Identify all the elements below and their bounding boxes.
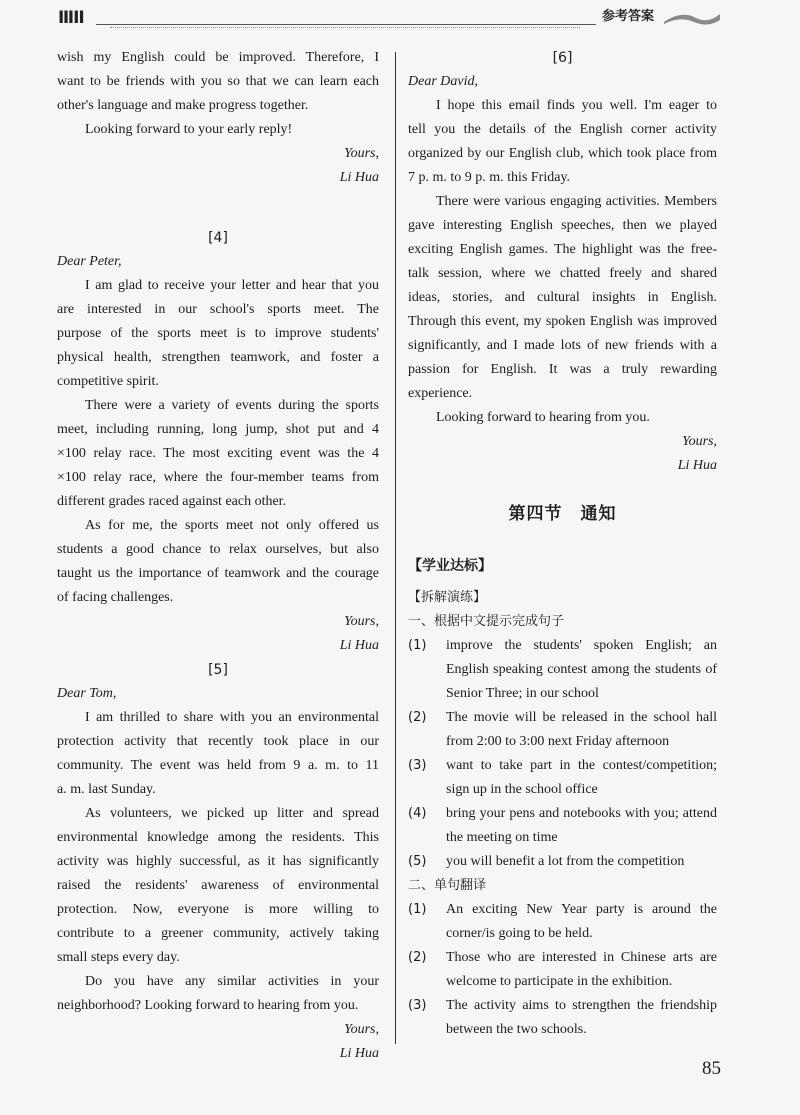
text-line: students a good chance to relax ourselves, but also: [57, 542, 379, 557]
text-line: a. m. last Sunday.: [57, 782, 156, 797]
letter-number: [5]: [208, 662, 228, 678]
text-line: protection activity that recently took place in our: [57, 734, 379, 749]
item-number: (5): [408, 854, 427, 869]
text-line: are interested in our school's sports meet. The: [57, 302, 379, 317]
item-number: (4): [408, 806, 427, 821]
item-number: (3): [408, 998, 427, 1013]
text-line: English speaking contest among the students of: [446, 662, 717, 677]
text-line: environmental knowledge among the residents. This: [57, 830, 379, 845]
page-header: [0, 0, 800, 34]
text-line: sign up in the school office: [446, 782, 598, 797]
subsection-heading: 【拆解演练】: [408, 590, 487, 605]
signoff-name: Li Hua: [339, 1046, 379, 1061]
signoff-name: Li Hua: [339, 170, 379, 185]
left-column: [57, 46, 379, 1066]
paragraph: [57, 394, 379, 514]
text-line: An exciting New Year party is around the: [446, 902, 717, 917]
text-line: competitive spirit.: [57, 374, 159, 389]
paragraph: [408, 190, 717, 406]
header-swoosh-icon: [662, 8, 722, 26]
section-title: 第四节 通知: [508, 504, 617, 524]
text-line: neighborhood? Looking forward to hearing from you.: [57, 998, 359, 1013]
text-line: Do you have any similar activities in your: [85, 974, 379, 989]
part-heading: 一、根据中文提示完成句子: [408, 614, 565, 629]
text-line: Through this event, my spoken English was improved: [408, 314, 717, 329]
letter-salutation: Dear Tom,: [57, 686, 117, 701]
list-item: [408, 898, 717, 946]
text-line: want to be friends with you so that we can learn each: [57, 74, 379, 89]
text-line: The movie will be released in the school hall: [446, 710, 717, 725]
text-line: corner/is going to be held.: [446, 926, 593, 941]
list-item: [408, 850, 717, 874]
text-line: There were a variety of events during the sports: [85, 398, 379, 413]
list-item: [408, 946, 717, 994]
text-line: community. The event was held from 9 a. m. to 11: [57, 758, 379, 773]
text-line: talk session, where we chatted freely and shared: [408, 266, 717, 281]
text-line: other's language and make progress together.: [57, 98, 309, 113]
text-line: The activity aims to strengthen the friendship: [446, 998, 717, 1013]
text-line: Looking forward to your early reply!: [85, 122, 293, 137]
text-line: want to take part in the contest/competition;: [446, 758, 717, 773]
text-line: meet, including running, long jump, shot put and 4: [57, 422, 379, 437]
text-line: raised the residents' awareness of environmental: [57, 878, 379, 893]
list-item: [408, 706, 717, 754]
text-line: contribute to a greener community, actively taking: [57, 926, 379, 941]
signoff-name: Li Hua: [677, 458, 717, 473]
text-line: gave interesting English speeches, then we played: [408, 218, 717, 233]
text-line: experience.: [408, 386, 473, 401]
text-line: physical health, strengthen teamwork, and foster a: [57, 350, 379, 365]
list-item: [408, 634, 717, 706]
text-line: ×100 relay race. The most exciting event was the 4: [57, 446, 379, 461]
paragraph: [57, 514, 379, 610]
text-line: small steps every day.: [57, 950, 180, 965]
text-line: I am glad to receive your letter and hear that you: [85, 278, 379, 293]
item-number: (1): [408, 638, 427, 653]
text-line: I am thrilled to share with you an environmental: [85, 710, 379, 725]
text-line: tell you the details of the English corner activity: [408, 122, 717, 137]
signoff-yours: Yours,: [344, 614, 379, 629]
header-marks: ⅢⅠⅠ: [58, 8, 84, 28]
list-item: [408, 802, 717, 850]
text-line: between the two schools.: [446, 1022, 587, 1037]
paragraph: [57, 802, 379, 970]
paragraph: [57, 274, 379, 394]
text-line: purpose of the sports meet is to improve students': [57, 326, 379, 341]
paragraph: [408, 94, 717, 190]
text-line: organized by our English club, which took place from: [408, 146, 717, 161]
text-line: improve the students' spoken English; an: [446, 638, 717, 653]
text-line: activity was highly successful, as it has significantly: [57, 854, 379, 869]
text-line: Those who are interested in Chinese arts are: [446, 950, 717, 965]
list-item: [408, 754, 717, 802]
text-line: different grades raced against each other.: [57, 494, 287, 509]
signoff-yours: Yours,: [344, 1022, 379, 1037]
text-line: wish my English could be improved. Therefore, I: [57, 50, 379, 65]
text-line: the meeting on time: [446, 830, 558, 845]
text-line: 7 p. m. to 9 p. m. this Friday.: [408, 170, 571, 185]
letter-number: [4]: [208, 230, 228, 246]
text-line: passion for English. It was a truly rewarding: [408, 362, 717, 377]
page-number: 85: [702, 1058, 721, 1079]
text-line: Looking forward to hearing from you.: [436, 410, 650, 425]
item-number: (2): [408, 710, 427, 725]
text-line: protection. Now, everyone is more willing to: [57, 902, 379, 917]
header-rule: [96, 24, 596, 25]
item-number: (3): [408, 758, 427, 773]
text-line: There were various engaging activities. Members: [436, 194, 717, 209]
paragraph: [57, 970, 379, 1018]
text-line: welcome to participate in the exhibition.: [446, 974, 673, 989]
text-line: ×100 relay race, where the four-member teams from: [57, 470, 379, 485]
text-line: taught us the importance of teamwork and the courage: [57, 566, 379, 581]
column-divider: [395, 52, 396, 1044]
item-number: (1): [408, 902, 427, 917]
text-line: As volunteers, we picked up litter and spread: [85, 806, 379, 821]
text-line: ideas, stories, and cultural insights in English.: [408, 290, 717, 305]
text-line: As for me, the sports meet not only offered us: [85, 518, 379, 533]
text-line: exciting English games. The highlight was the free-: [408, 242, 717, 257]
text-line: you will benefit a lot from the competition: [446, 854, 685, 869]
letter-number: [6]: [552, 50, 573, 66]
header-badge: 参考答案: [602, 9, 655, 24]
text-line: bring your pens and notebooks with you; attend: [446, 806, 717, 821]
right-column: [408, 46, 717, 1042]
list-item: [408, 994, 717, 1042]
text-line: I hope this email finds you well. I'm eager to: [436, 98, 717, 113]
letter-salutation: Dear Peter,: [57, 254, 122, 269]
part-heading: 二、单句翻译: [408, 878, 487, 893]
subsection-heading: 【学业达标】: [408, 558, 492, 574]
text-line: of facing challenges.: [57, 590, 174, 605]
header-dotted-rule: [110, 27, 580, 28]
paragraph: [57, 706, 379, 802]
text-line: from 2:00 to 3:00 next Friday afternoon: [446, 734, 670, 749]
letter-salutation: Dear David,: [408, 74, 478, 89]
signoff-name: Li Hua: [339, 638, 379, 653]
text-line: Senior Three; in our school: [446, 686, 599, 701]
signoff-yours: Yours,: [682, 434, 717, 449]
signoff-yours: Yours,: [344, 146, 379, 161]
item-number: (2): [408, 950, 427, 965]
text-line: significantly, and I made lots of new friends with a: [408, 338, 717, 353]
